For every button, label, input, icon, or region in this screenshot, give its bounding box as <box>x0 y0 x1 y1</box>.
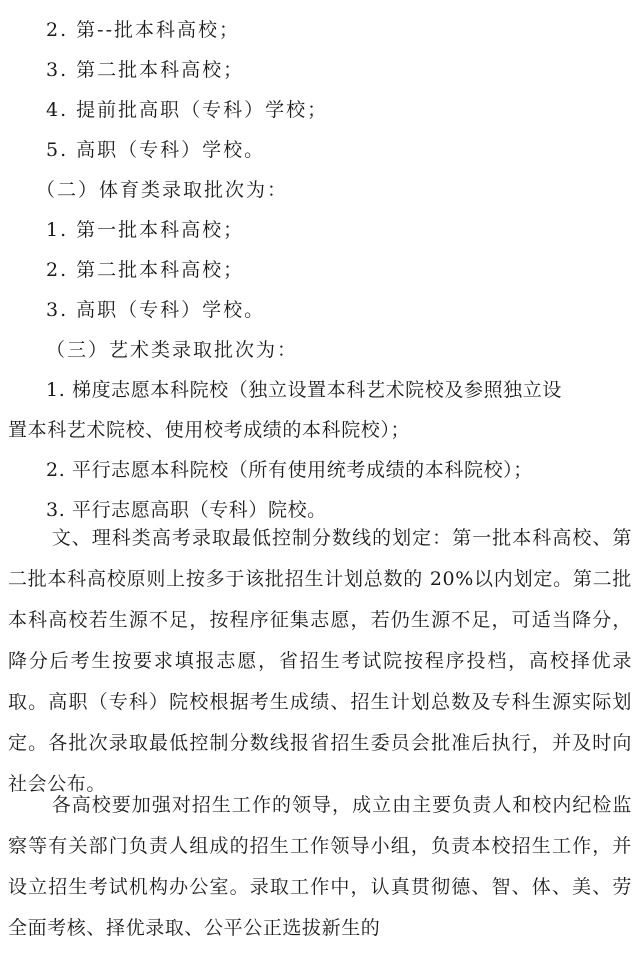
paragraph-leadership: 各高校要加强对招生工作的领导，成立由主要负责人和校内纪检监察等有关部门负责人组成的招生工作领导小组，负责本校招生工作，并设立招生考试机构办公室。录取工作中，认真贯彻德、智、体、美、劳全面考核、择优录取、公平公正选拔新生的 <box>8 794 632 939</box>
list-item-vocational: 5. 高职（专科）学校。 <box>46 139 266 161</box>
paragraph-score-lines: 文、理科类高考录取最低控制分数线的划定：第一批本科高校、第二批本科高校原则上按多于该批招生计划总数的 20%以内划定。第二批本科高校若生源不足，按程序征集志愿，若仍生源不足，可适当降分，降分后考生按要求填报志愿，省招生考试院按程序投档，高校择优录取。高职（专科）院校根据考生成绩、招生计划总数及专科生源实际划定。各批次录取最低控制分数线报省招生委员会批准后执行，并及时向社会公布。 <box>8 527 632 795</box>
list-item-early-vocational: 4. 提前批高职（专科）学校； <box>46 99 329 121</box>
list-item-sports-3: 3. 高职（专科）学校。 <box>46 299 266 321</box>
section-heading-sports: （二）体育类录取批次为： <box>36 179 289 201</box>
list-item-arts-1-continued: 置本科艺术院校、使用校考成绩的本科院校）； <box>8 419 411 441</box>
list-item-sports-2: 2. 第二批本科高校； <box>46 259 245 281</box>
list-item-sports-1: 1. 第一批本科高校； <box>46 219 245 241</box>
section-heading-arts: （三）艺术类录取批次为： <box>46 339 299 361</box>
list-item-batch-2: 3. 第二批本科高校； <box>46 59 245 81</box>
list-item-batch-1: 2. 第--批本科高校； <box>46 19 241 41</box>
list-item-arts-2: 2. 平行志愿本科院校（所有使用统考成绩的本科院校）； <box>46 459 533 481</box>
list-item-arts-1: 1. 梯度志愿本科院校（独立设置本科艺术院校及参照独立设 <box>46 379 562 401</box>
list-item-arts-3: 3. 平行志愿高职（专科）院校。 <box>46 499 327 521</box>
